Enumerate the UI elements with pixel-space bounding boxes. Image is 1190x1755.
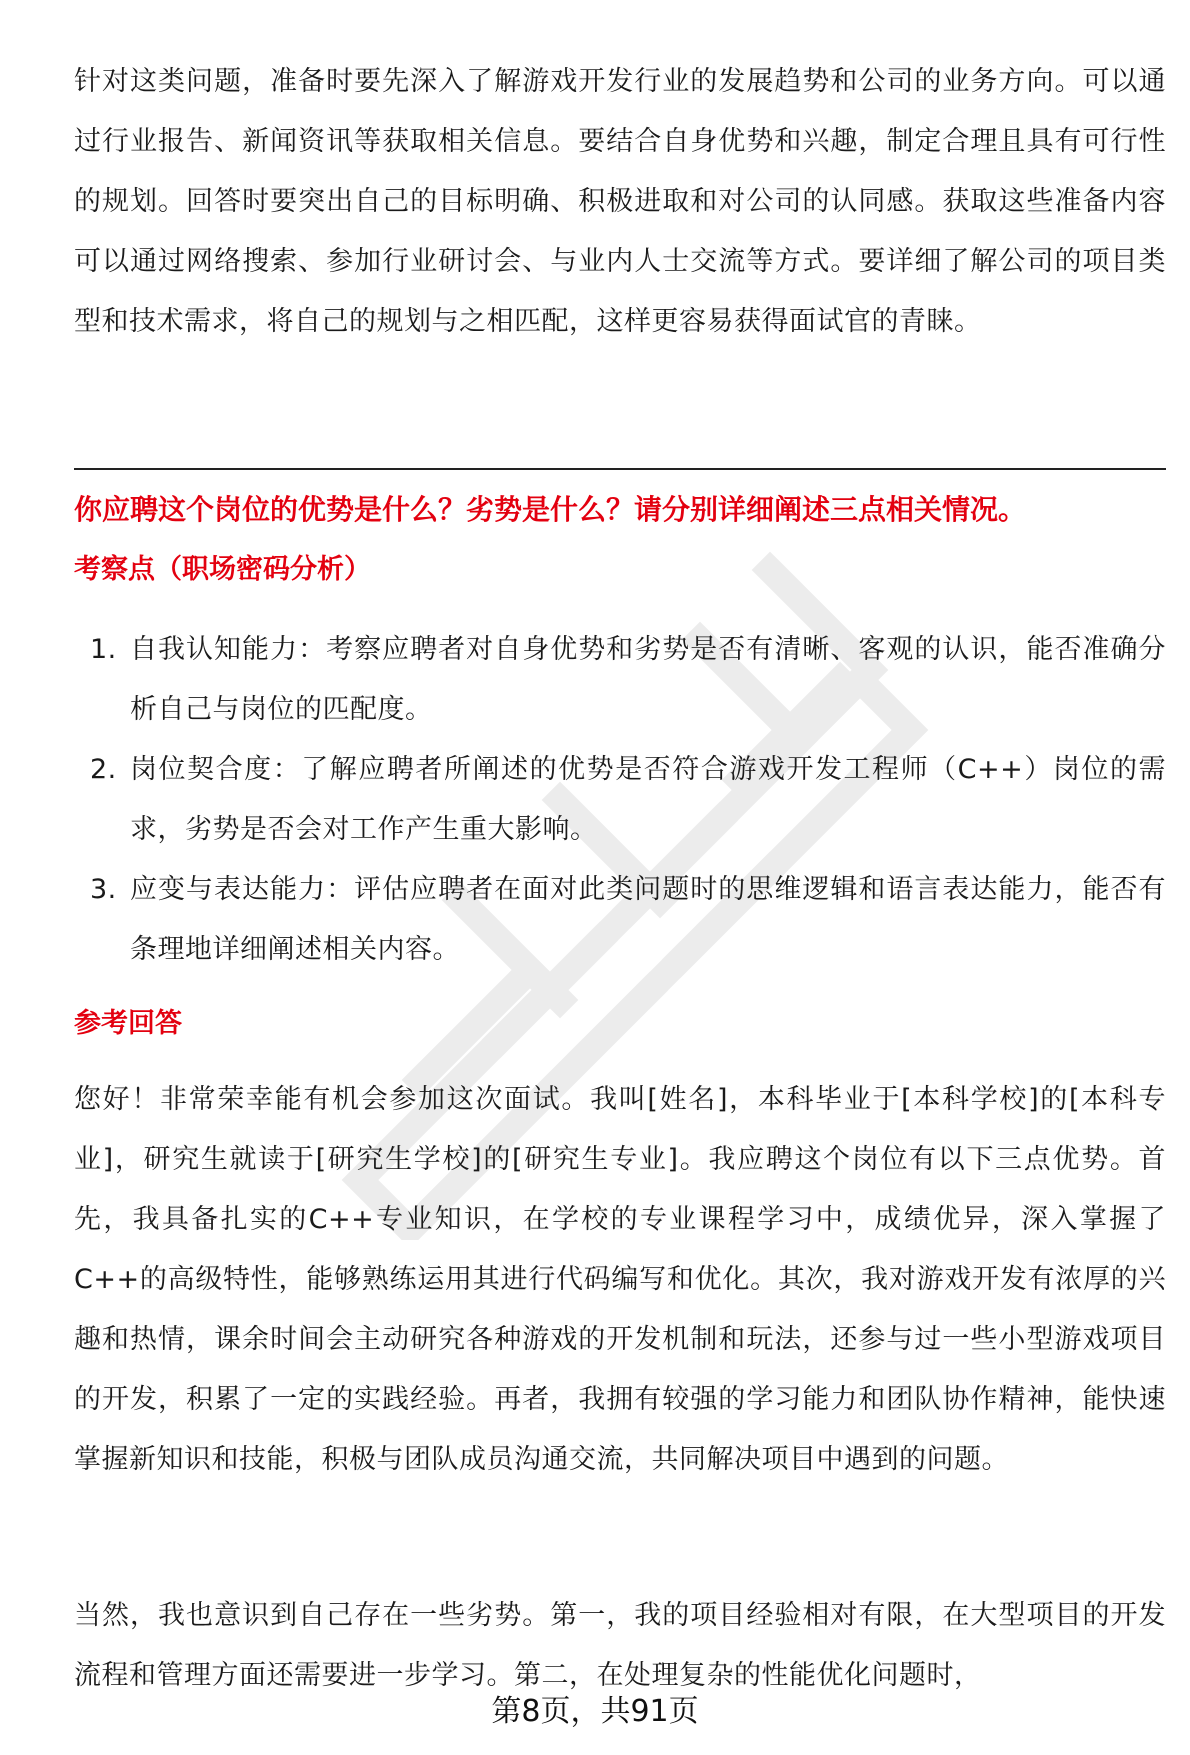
intro-paragraph: 针对这类问题，准备时要先深入了解游戏开发行业的发展趋势和公司的业务方向。可以通过行业报告、新闻资讯等获取相关信息。要结合自身优势和兴趣，制定合理且具有可行性的规划。回答时要突出自己的目标明确、积极进取和对公司的认同感。获取这些准备内容可以通过网络搜索、参加行业研讨会、与业内人士交流等方式。要详细了解公司的项目类型和技术需求，将自己的规划与之相匹配，这样更容易获得面试官的青睐。 [74, 66, 1166, 337]
list-item [74, 740, 1166, 860]
assessment-list [74, 620, 1166, 980]
answer-paragraph-1-block [74, 1070, 1166, 1490]
reference-heading: 参考回答 [74, 1008, 182, 1039]
answer-paragraph-2-block [74, 1586, 1166, 1706]
section-divider [74, 468, 1166, 470]
intro-section [74, 52, 1166, 352]
list-item-number: 3. [90, 874, 117, 905]
list-item-text: 应变与表达能力：评估应聘者在面对此类问题时的思维逻辑和语言表达能力，能否有条理地详细阐述相关内容。 [130, 874, 1166, 965]
question-heading: 你应聘这个岗位的优势是什么？劣势是什么？请分别详细阐述三点相关情况。 [74, 493, 1027, 526]
list-item [74, 860, 1166, 980]
assessment-heading: 考察点（职场密码分析） [74, 554, 371, 585]
list-item-number: 1. [90, 634, 117, 665]
list-item-number: 2. [90, 754, 117, 785]
list-item [74, 620, 1166, 740]
list-item-text: 岗位契合度：了解应聘者所阐述的优势是否符合游戏开发工程师（C++）岗位的需求，劣势是否会对工作产生重大影响。 [130, 754, 1166, 845]
answer-paragraph-1: 您好！非常荣幸能有机会参加这次面试。我叫[姓名]，本科毕业于[本科学校]的[本科专业]，研究生就读于[研究生学校]的[研究生专业]。我应聘这个岗位有以下三点优势。首先，我具备扎实的C++专业知识，在学校的专业课程学习中，成绩优异，深入掌握了C++的高级特性，能够熟练运用其进行代码编写和优化。其次，我对游戏开发有浓厚的兴趣和热情，课余时间会主动研究各种游戏的开发机制和玩法，还参与过一些小型游戏项目的开发，积累了一定的实践经验。再者，我拥有较强的学习能力和团队协作精神，能快速掌握新知识和技能，积极与团队成员沟通交流，共同解决项目中遇到的问题。 [74, 1084, 1166, 1475]
list-item-text: 自我认知能力：考察应聘者对自身优势和劣势是否有清晰、客观的认识，能否准确分析自己与岗位的匹配度。 [130, 634, 1166, 725]
page-number-footer: 第8页，共91页 [491, 1694, 699, 1729]
answer-paragraph-2: 当然，我也意识到自己存在一些劣势。第一，我的项目经验相对有限，在大型项目的开发流程和管理方面还需要进一步学习。第二，在处理复杂的性能优化问题时， [74, 1600, 1166, 1691]
